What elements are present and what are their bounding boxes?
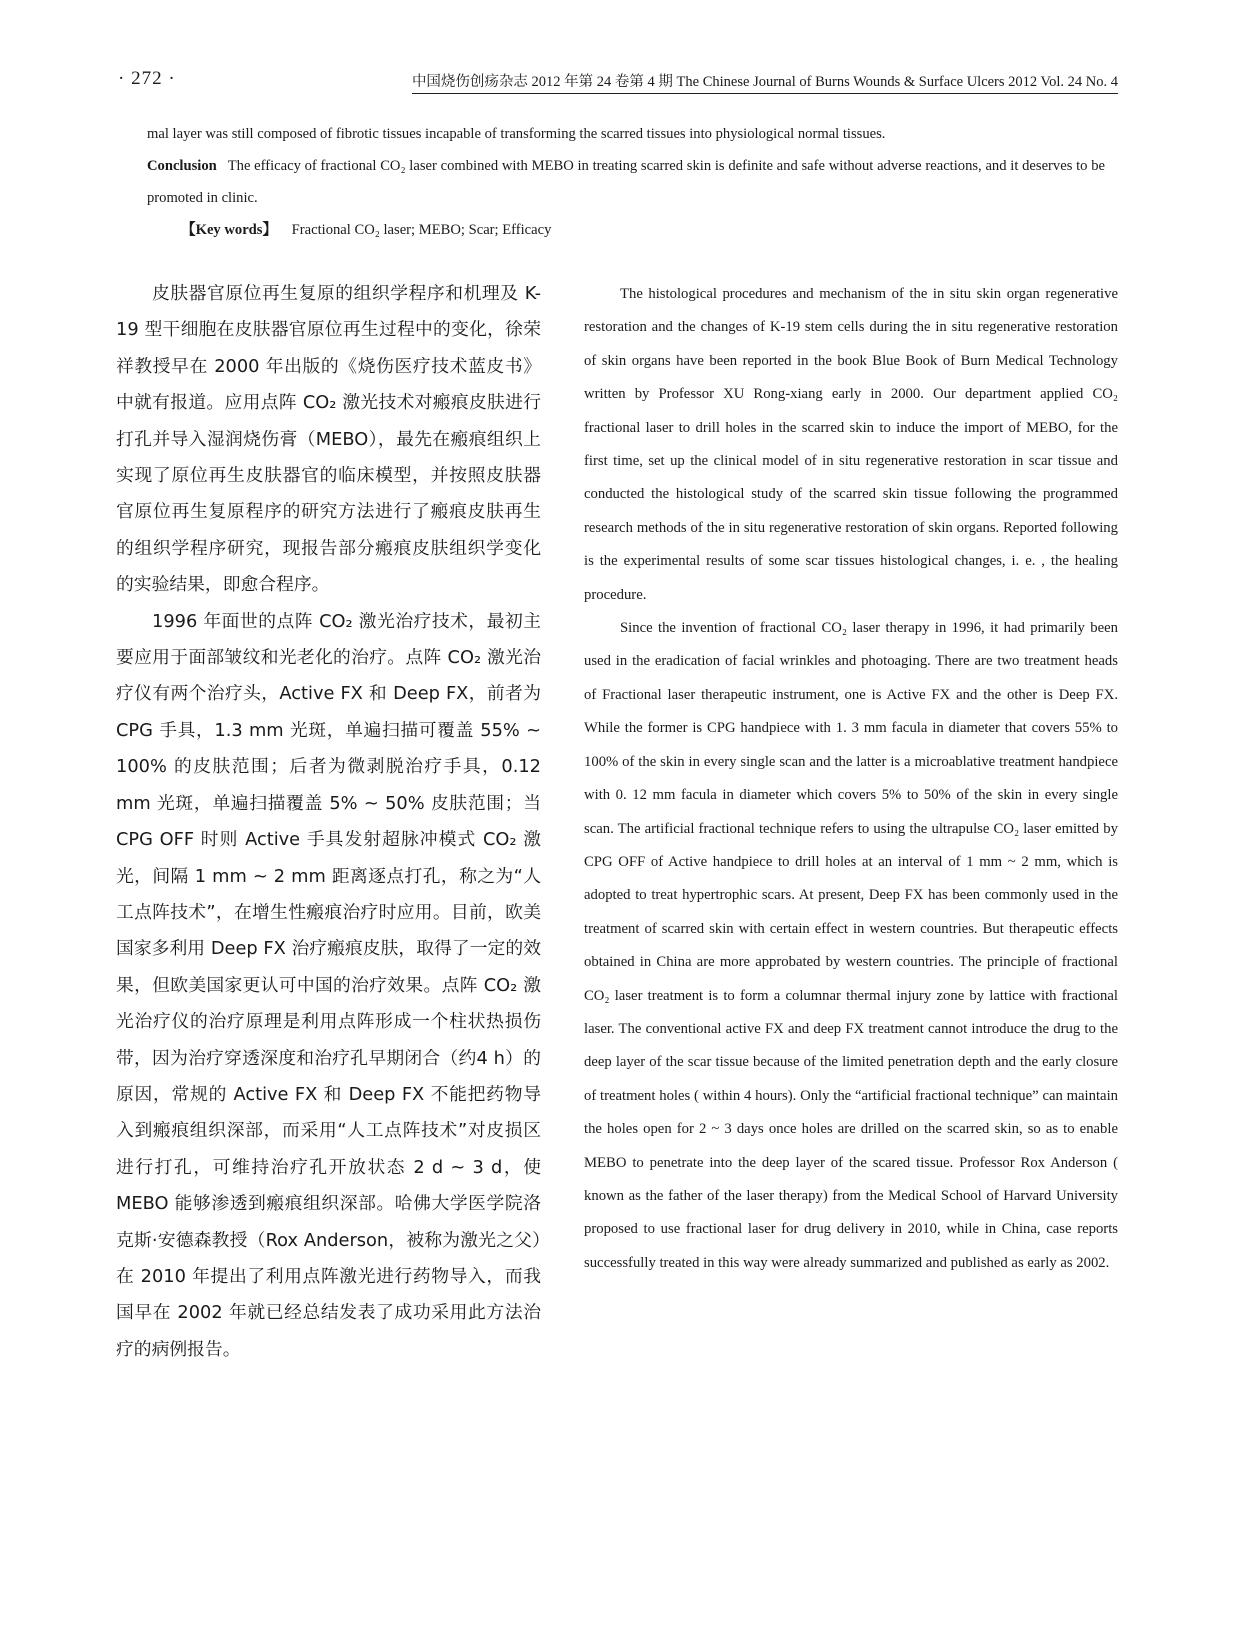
conclusion-paragraph xyxy=(147,150,1105,214)
conclusion-text: The efficacy of fractional CO₂ laser combined with MEBO in treating scarred skin is definite and safe without adverse reactions, and it deserves to be promoted in clinic. xyxy=(147,158,1105,206)
keywords-paragraph xyxy=(147,214,1105,246)
page-number: · 272 · xyxy=(118,68,176,89)
english-paragraph-1: The histological procedures and mechanism of the in situ skin organ regenerative restoration and the changes of K-19 stem cells during the in situ regenerative restoration of skin organs have been reported in the book Blue Book of Burn Medical Technology written by Professor XU Rong-xiang early in 2000. Our department applied CO₂ fractional laser to drill holes in the scarred skin to induce the import of MEBO, for the first time, set up the clinical model of in situ regenerative restoration in scar tissue and conducted the histological study of the scarred skin tissue following the programmed research methods of the in situ regenerative restoration of skin organs. Reported following is the experimental results of some scar tissues histological changes, i. e. , the healing procedure. xyxy=(584,286,1118,603)
chinese-paragraph-1: 皮肤器官原位再生复原的组织学程序和机理及 K-19 型干细胞在皮肤器官原位再生过程中的变化，徐荣祥教授早在 2000 年出版的《烧伤医疗技术蓝皮书》中就有报道。应用点阵 CO₂ 激光技术对瘢痕皮肤进行打孔并导入湿润烧伤膏（MEBO），最先在瘢痕组织上实现了原位再生皮肤器官的临床模型，并按照皮肤器官原位再生复原程序的研究方法进行了瘢痕皮肤再生的组织学程序研究，现报告部分瘢痕皮肤组织学变化的实验结果，即愈合程序。 xyxy=(116,283,541,596)
chinese-paragraph-2: 1996 年面世的点阵 CO₂ 激光治疗技术，最初主要应用于面部皱纹和光老化的治疗。点阵 CO₂ 激光治疗仪有两个治疗头，Active FX 和 Deep FX，前者为 CPG 手具，1.3 mm 光斑，单遍扫描可覆盖 55% ~ 100% 的皮肤范围；后者为微剥脱治疗手具，0.12 mm 光斑，单遍扫描覆盖 5% ~ 50% 皮肤范围；当 CPG OFF 时则 Active 手具发射超脉冲模式 CO₂ 激光，间隔 1 mm ~ 2 mm 距离逐点打孔，称之为“人工点阵技术”，在增生性瘢痕治疗时应用。目前，欧美国家多利用 Deep FX 治疗瘢痕皮肤，取得了一定的效果，但欧美国家更认可中国的治疗效果。点阵 CO₂ 激光治疗仪的治疗原理是利用点阵形成一个柱状热损伤带，因为治疗穿透深度和治疗孔早期闭合（约4 h）的原因，常规的 Active FX 和 Deep FX 不能把药物导入到瘢痕组织深部，而采用“人工点阵技术”对皮损区进行打孔，可维持治疗孔开放状态 2 d ~ 3 d，使 MEBO 能够渗透到瘢痕组织深部。哈佛大学医学院洛克斯·安德森教授（Rox Anderson，被称为激光之父）在 2010 年提出了利用点阵激光进行药物导入，而我国早在 2002 年就已经总结发表了成功采用此方法治疗的病例报告。 xyxy=(116,610,541,1360)
abstract-tail xyxy=(147,118,1105,246)
chinese-body-column xyxy=(116,276,541,1368)
running-header xyxy=(118,68,1118,92)
english-body-column xyxy=(584,278,1118,1280)
conclusion-label: Conclusion xyxy=(147,158,217,174)
english-paragraph-2: Since the invention of fractional CO₂ laser therapy in 1996, it had primarily been used in the eradication of facial wrinkles and photoaging. There are two treatment heads of Fractional laser therapeutic instrument, one is Active FX and the other is Deep FX. While the former is CPG handpiece with 1. 3 mm facula in diameter that covers 55% to 100% of the skin in every single scan and the latter is a microablative treatment handpiece with 0. 12 mm facula in diameter which covers 5% to 50% of the skin in every single scan. The artificial fractional technique refers to using the ultrapulse CO₂ laser emitted by CPG OFF of Active handpiece to drill holes at an interval of 1 mm ~ 2 mm, which is adopted to treat hypertrophic scars. At present, Deep FX has been commonly used in the treatment of scarred skin with certain effect in western countries. But therapeutic effects obtained in China are more approbated by western countries. The principle of fractional CO₂ laser treatment is to form a columnar thermal injury zone by lattice with fractional laser. The conventional active FX and deep FX treatment cannot introduce the drug to the deep layer of the scar tissue because of the limited penetration depth and the early closure of treatment holes ( within 4 hours). Only the “artificial fractional technique” can maintain the holes open for 2 ~ 3 days once holes are drilled on the scarred skin, so as to enable MEBO to penetrate into the deep layer of the scared tissue. Professor Rox Anderson ( known as the father of the laser therapy) from the Medical School of Harvard University proposed to use fractional laser for drug delivery in 2010, while in China, case reports successfully treated in this way were already summarized and published as early as 2002. xyxy=(584,620,1118,1271)
keywords-text: Fractional CO₂ laser; MEBO; Scar; Efficacy xyxy=(291,222,552,238)
results-tail: mal layer was still composed of fibrotic tissues incapable of transforming the scarred tissues into physiological normal tissues. xyxy=(147,126,886,142)
journal-citation: 中国烧伤创疡杂志 2012 年第 24 卷第 4 期 The Chinese Journal of Burns Wounds & Surface Ulcers 2012 Vol. 24 No. 4 xyxy=(412,70,1118,94)
keywords-label: 【Key words】 xyxy=(181,222,278,238)
